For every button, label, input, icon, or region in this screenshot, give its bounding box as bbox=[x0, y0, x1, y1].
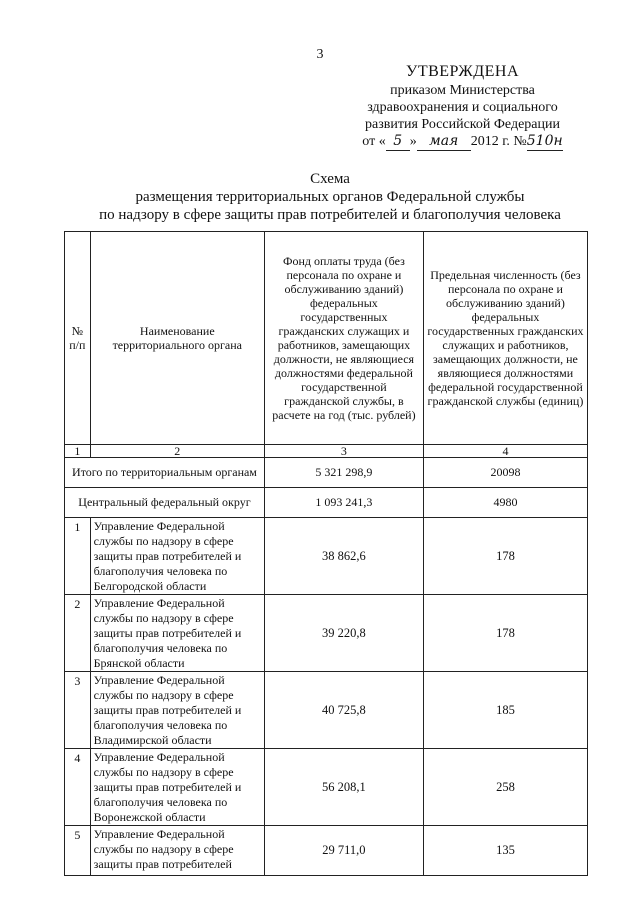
row-number: 4 bbox=[65, 749, 91, 826]
table-row bbox=[65, 595, 588, 672]
district-fund: 1 093 241,3 bbox=[264, 488, 423, 518]
row-name: Управление Федеральной службы по надзору в сфере защиты прав потребителей bbox=[90, 826, 264, 876]
district-label: Центральный федеральный округ bbox=[65, 488, 265, 518]
column-number: 2 bbox=[90, 445, 264, 458]
approval-line-3: развития Российской Федерации bbox=[364, 117, 560, 132]
approval-block bbox=[340, 62, 585, 151]
table-row bbox=[65, 518, 588, 595]
page-number: 3 bbox=[316, 47, 324, 62]
row-fund: 56 208,1 bbox=[264, 749, 423, 826]
date-month: мая bbox=[417, 133, 471, 151]
row-fund: 39 220,8 bbox=[264, 595, 423, 672]
header-staff: Предельная численность (без персонала по охране и обслуживанию зданий) федеральных государственных гражданских служащих и работников, замещающих должности, не являющиеся должностями федеральной государственной гражданской службы (единиц) bbox=[423, 232, 587, 445]
row-name: Управление Федеральной службы по надзору в сфере защиты прав потребителей и благополучия человека по Владимирской области bbox=[90, 672, 264, 749]
date-year: 2012 г. № bbox=[470, 134, 527, 149]
row-staff: 258 bbox=[423, 749, 587, 826]
title-line-3: по надзору в сфере защиты прав потребителей и благополучия человека bbox=[99, 207, 561, 223]
row-staff: 178 bbox=[423, 518, 587, 595]
header-fund: Фонд оплаты труда (без персонала по охране и обслуживанию зданий) федеральных государственных гражданских служащих и работников, замещающих должности, не являющиеся должностями федеральной государственной гражданской службы, в расчете на год (тыс. рублей) bbox=[264, 232, 423, 445]
total-row bbox=[65, 458, 588, 488]
approval-date-line bbox=[340, 133, 585, 151]
column-numbers-row bbox=[65, 445, 588, 458]
row-number: 3 bbox=[65, 672, 91, 749]
order-number: 510н bbox=[526, 133, 563, 149]
table-row bbox=[65, 672, 588, 749]
approval-line-1: приказом Министерства bbox=[390, 83, 535, 98]
row-fund: 38 862,6 bbox=[264, 518, 423, 595]
row-staff: 178 bbox=[423, 595, 587, 672]
schema-title bbox=[60, 170, 600, 224]
row-number: 2 bbox=[65, 595, 91, 672]
total-fund: 5 321 298,9 bbox=[264, 458, 423, 488]
title-line-1: Схема bbox=[310, 171, 350, 187]
table-row bbox=[65, 826, 588, 876]
column-number: 3 bbox=[264, 445, 423, 458]
table-row bbox=[65, 749, 588, 826]
column-number: 1 bbox=[65, 445, 91, 458]
table-header-row bbox=[65, 232, 588, 445]
total-staff: 20098 bbox=[423, 458, 587, 488]
header-num: № п/п bbox=[65, 232, 91, 445]
date-mid: » bbox=[409, 134, 417, 149]
row-fund: 40 725,8 bbox=[264, 672, 423, 749]
row-fund: 29 711,0 bbox=[264, 826, 423, 876]
header-name: Наименование территориального органа bbox=[90, 232, 264, 445]
district-row bbox=[65, 488, 588, 518]
row-staff: 135 bbox=[423, 826, 587, 876]
row-number: 5 bbox=[65, 826, 91, 876]
date-day: 5 bbox=[386, 133, 410, 151]
district-staff: 4980 bbox=[423, 488, 587, 518]
date-prefix: от « bbox=[362, 134, 386, 149]
row-staff: 185 bbox=[423, 672, 587, 749]
total-label: Итого по территориальным органам bbox=[65, 458, 265, 488]
column-number: 4 bbox=[423, 445, 587, 458]
title-line-2: размещения территориальных органов Федеральной службы bbox=[135, 189, 525, 205]
row-name: Управление Федеральной службы по надзору в сфере защиты прав потребителей и благополучия человека по Брянской области bbox=[90, 595, 264, 672]
approval-line-2: здравоохранения и социального bbox=[367, 100, 558, 115]
row-name: Управление Федеральной службы по надзору в сфере защиты прав потребителей и благополучия человека по Белгородской области bbox=[90, 518, 264, 595]
row-name: Управление Федеральной службы по надзору в сфере защиты прав потребителей и благополучия человека по Воронежской области bbox=[90, 749, 264, 826]
approval-heading: УТВЕРЖДЕНА bbox=[405, 63, 519, 80]
placement-table bbox=[64, 231, 588, 876]
row-number: 1 bbox=[65, 518, 91, 595]
